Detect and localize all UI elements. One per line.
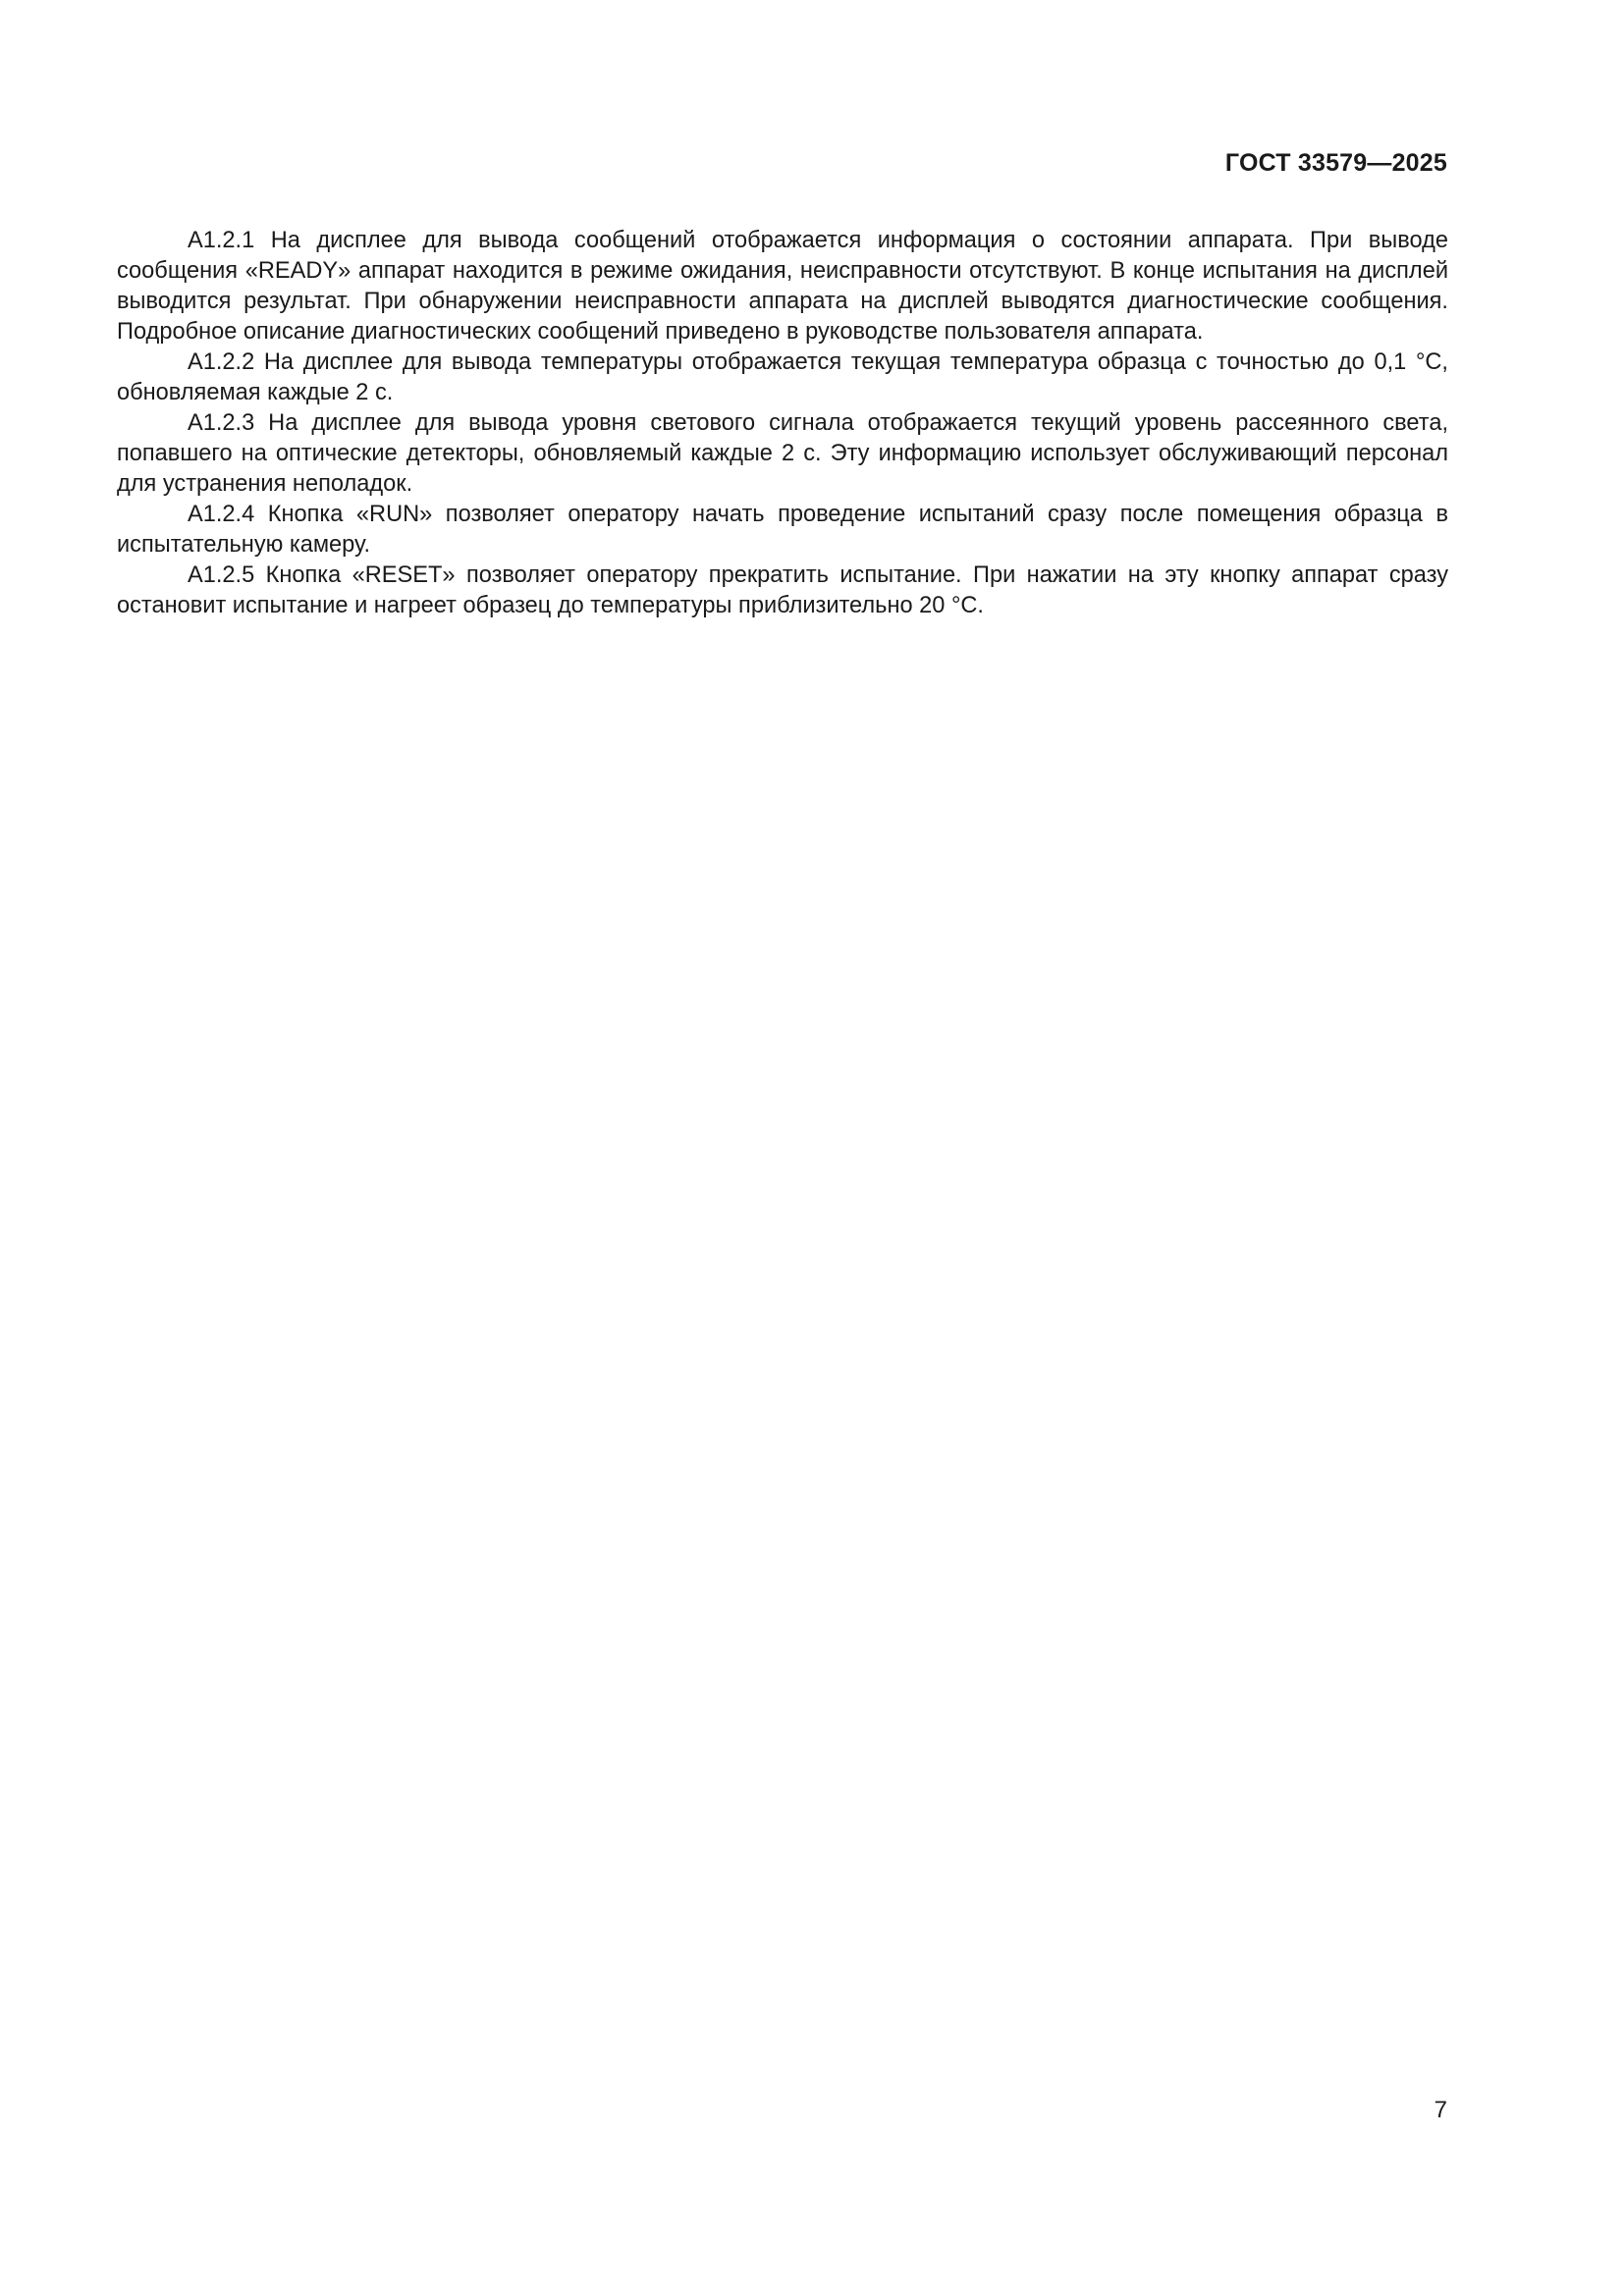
page-number: 7 — [1434, 2097, 1447, 2123]
paragraph-a1-2-5: A1.2.5 Кнопка «RESET» позволяет оператору прекратить испытание. При нажатии на эту кнопку аппарат сразу остановит испытание и нагреет образец до температуры приблизительно 20 °С. — [117, 562, 1448, 618]
document-body — [117, 226, 1448, 621]
paragraph-a1-2-1: A1.2.1 На дисплее для вывода сообщений отображается информация о состоянии аппарата. При выводе сообщения «READY» аппарат находится в режиме ожидания, неисправности отсутствуют. В конце испытания на дисплей выводится результат. При обнаружении неисправности аппарата на дисплей выводятся диагностические сообщения. Подробное описание диагностических сообщений приведено в руководстве пользователя аппарата. — [117, 228, 1448, 345]
paragraph-a1-2-2: A1.2.2 На дисплее для вывода температуры отображается текущая температура образца с точностью до 0,1 °С, обновляемая каждые 2 с. — [117, 349, 1448, 405]
paragraph-a1-2-4: A1.2.4 Кнопка «RUN» позволяет оператору начать проведение испытаний сразу после помещения образца в испытательную камеру. — [117, 502, 1448, 558]
paragraph-a1-2-3: A1.2.3 На дисплее для вывода уровня светового сигнала отображается текущий уровень рассеянного света, попавшего на оптические детекторы, обновляемый каждые 2 с. Эту информацию использует обслуживающий персонал для устранения неполадок. — [117, 410, 1448, 497]
document-standard-header: ГОСТ 33579—2025 — [1224, 149, 1447, 177]
